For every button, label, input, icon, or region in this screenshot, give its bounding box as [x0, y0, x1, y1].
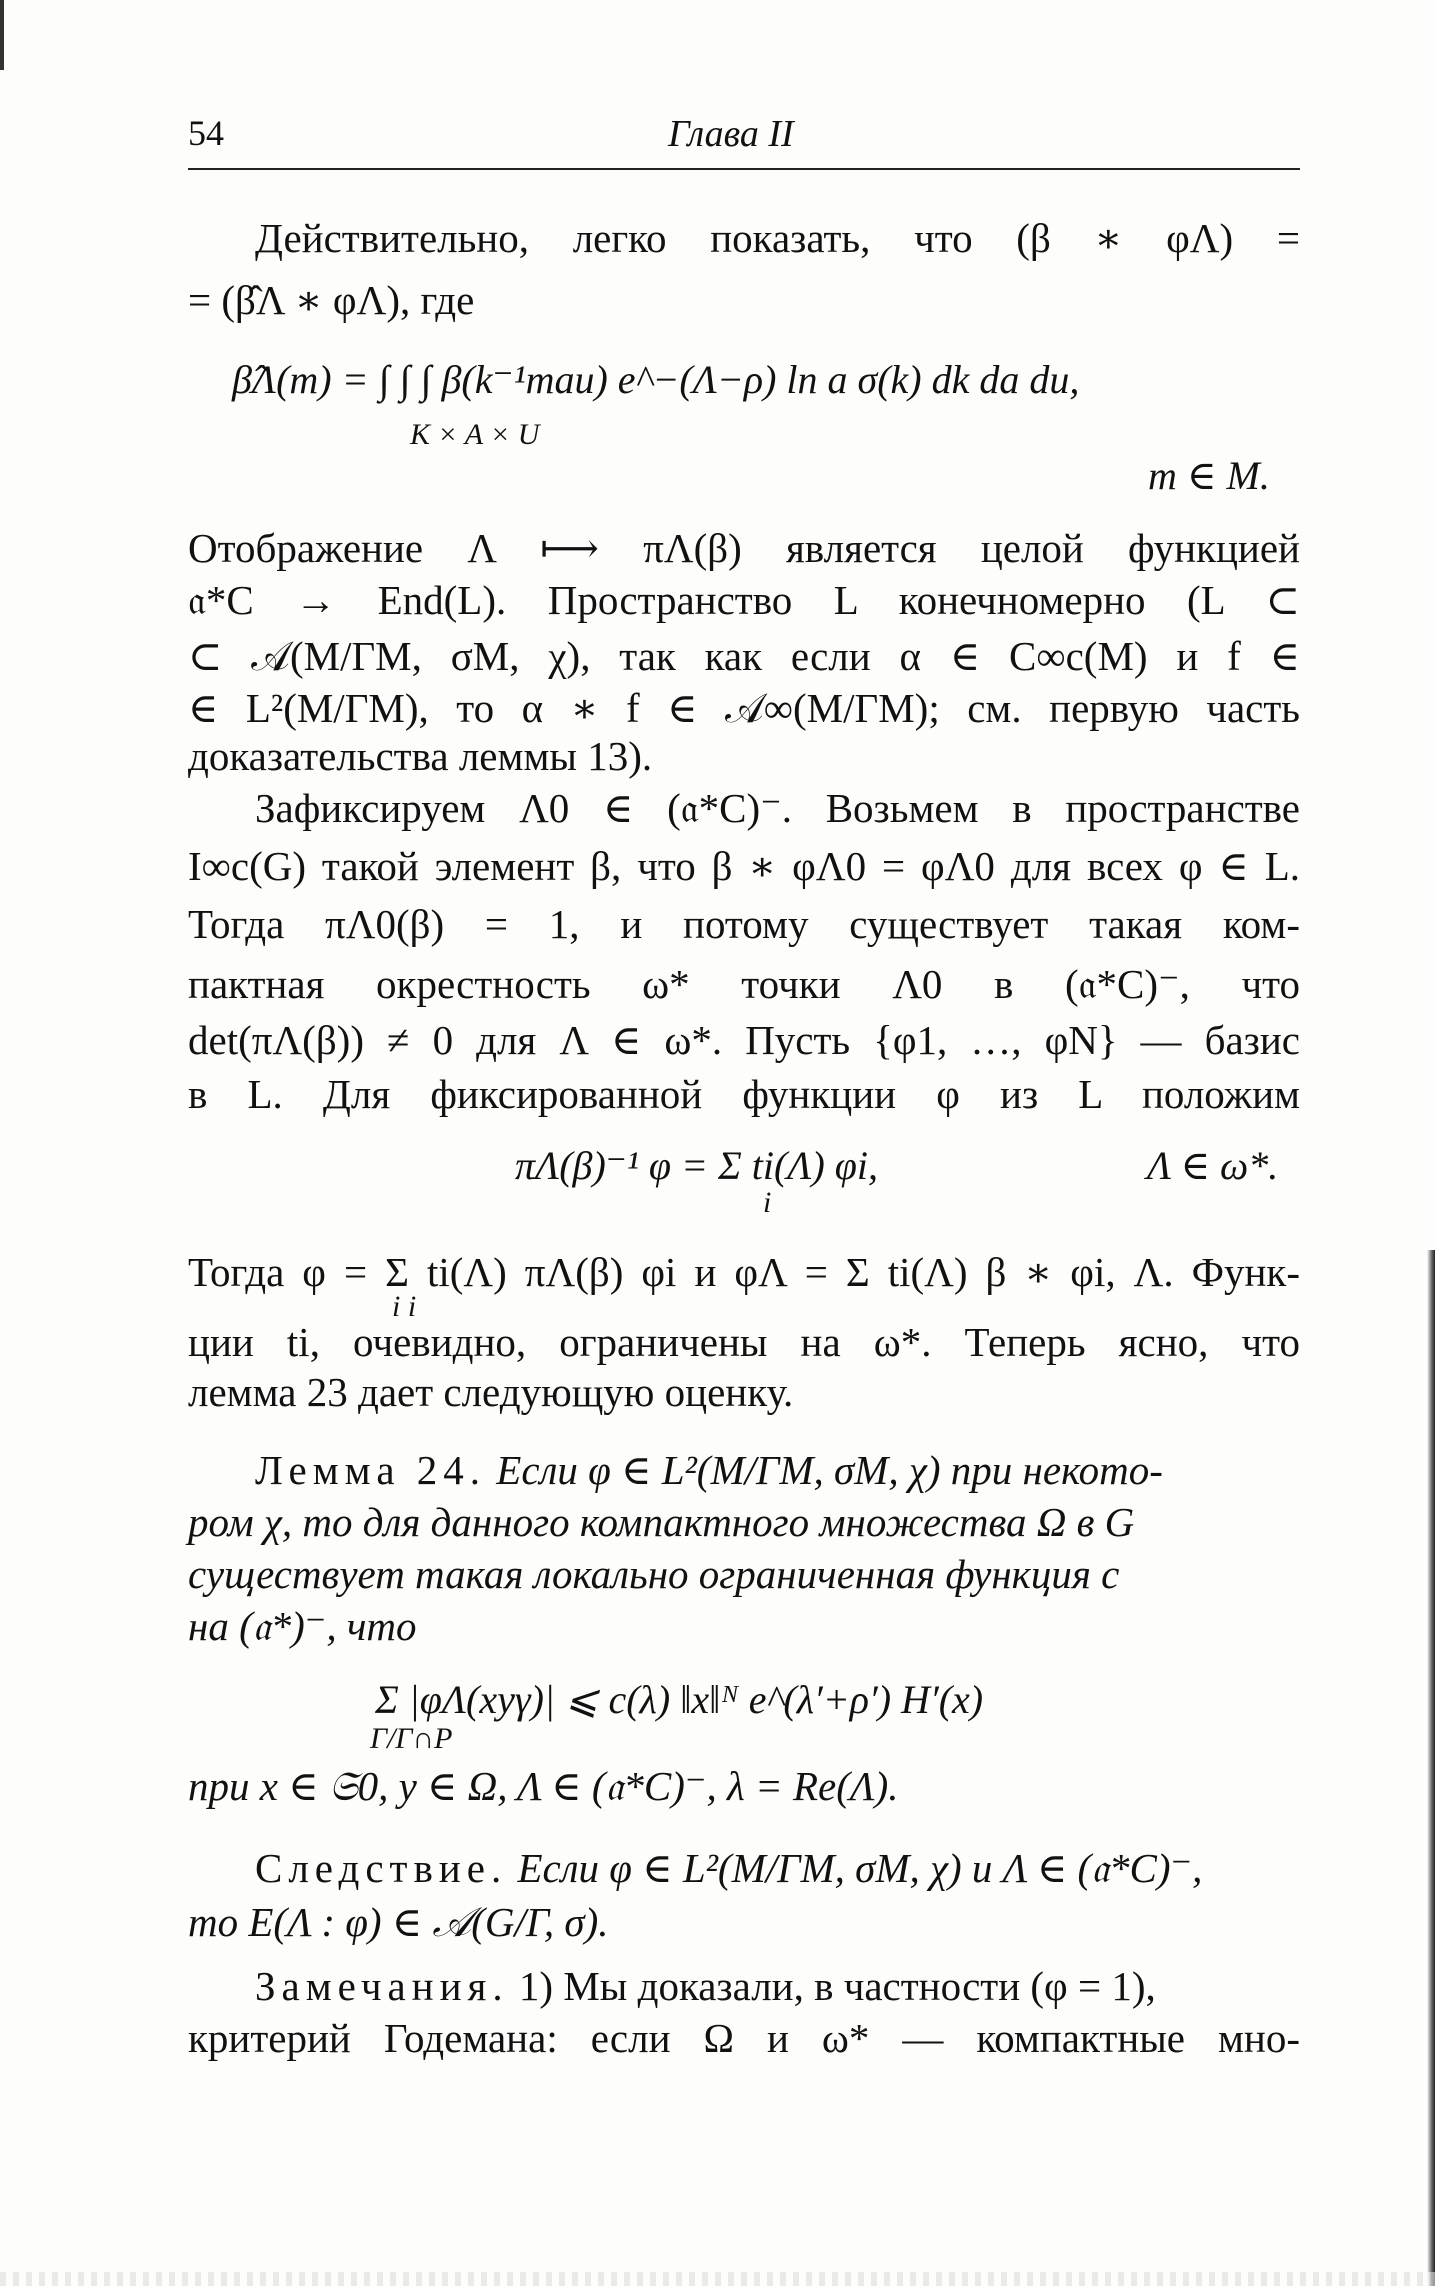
remarks-heading: Замечания. [255, 1963, 509, 2009]
text-line: ∈ L²(M/ΓM), то α ∗ f ∈ 𝒜∞(M/ΓM); см. первую часть [188, 685, 1300, 731]
formula-subscript: i [763, 1186, 772, 1219]
text-line: det(πΛ(β)) ≠ 0 для Λ ∈ ω*. Пусть {φ1, …, φN} — базис [188, 1017, 1300, 1063]
text-line: в L. Для фиксированной функции φ из L положим [188, 1071, 1300, 1117]
page-number: 54 [188, 113, 224, 153]
formula-tail: Λ ∈ ω*. [1147, 1143, 1279, 1188]
text-line: 𝔞*C → End(L). Пространство L конечномерно (L ⊂ [188, 577, 1300, 623]
formula-estimate: Σ |φΛ(xyγ)| ⩽ c(λ) ‖x‖ᴺ e^(λ′+ρ′) H′(x) [375, 1677, 984, 1722]
formula-subscript: Γ/Γ∩P [370, 1722, 453, 1755]
formula-beta-hat: β̂Λ(m) = ∫ ∫ ∫ β(k⁻¹mau) e^−(Λ−ρ) ln a σ(k) dk da du, [232, 357, 1080, 402]
text-line: ⊂ 𝒜(M/ΓM, σM, χ), так как если α ∈ C∞c(M) и f ∈ [188, 633, 1300, 679]
formula-subscript: i i [392, 1290, 417, 1323]
corollary-text: Если φ ∈ L²(M/ΓM, σM, χ) и Λ ∈ (𝔞*C)⁻, [517, 1845, 1203, 1891]
lemma-heading: Лемма 24. [255, 1447, 487, 1493]
text-line: Отображение Λ ⟼ πΛ(β) является целой функцией [188, 525, 1300, 571]
formula-pi-inverse: πΛ(β)⁻¹ φ = Σ ti(Λ) φi, [515, 1143, 879, 1188]
remarks [255, 1960, 1300, 2012]
formula-subscript: K × A × U [410, 418, 540, 451]
scan-edge-left [0, 0, 4, 70]
text-line: I∞c(G) такой элемент β, что β ∗ φΛ0 = φΛ0 для всех φ ∈ L. [188, 843, 1300, 889]
corollary-text: то E(Λ : φ) ∈ 𝒜(G/Γ, σ). [188, 1899, 609, 1945]
formula-tail: m ∈ M. [1148, 453, 1270, 498]
text-line: лемма 23 дает следующую оценку. [188, 1369, 794, 1415]
corollary-heading: Следствие. [255, 1845, 508, 1891]
text-line: ции ti, очевидно, ограничены на ω*. Теперь ясно, что [188, 1319, 1300, 1365]
text-line: = (β̂Λ ∗ φΛ), где [188, 277, 475, 323]
chapter-title: Глава II [668, 113, 794, 155]
corollary [255, 1842, 1300, 1894]
text-line: критерий Годемана: если Ω и ω* — компактные мно- [188, 2015, 1300, 2061]
text-line: доказательства леммы 13). [188, 733, 653, 779]
lemma-text: ром χ, то для данного компактного множества Ω в G [188, 1499, 1135, 1545]
remarks-text: 1) Мы доказали, в частности (φ = 1), [518, 1963, 1156, 2009]
header-rule [188, 168, 1300, 170]
text-line: пактная окрестность ω* точки Λ0 в (𝔞*C)⁻, что [188, 961, 1300, 1007]
lemma-24 [255, 1444, 1300, 1496]
text-line: Тогда φ = Σ ti(Λ) πΛ(β) φi и φΛ = Σ ti(Λ) β ∗ φi, Λ. Функ- [188, 1249, 1300, 1295]
text-line: Тогда πΛ0(β) = 1, и потому существует такая ком- [188, 901, 1300, 947]
text-line: при x ∈ 𝔖0, y ∈ Ω, Λ ∈ (𝔞*C)⁻, λ = Re(Λ). [188, 1763, 899, 1809]
scan-edge-right [1427, 1250, 1435, 2286]
lemma-text: на (𝔞*)⁻, что [188, 1603, 417, 1649]
scan-edge-bottom [0, 2272, 1435, 2286]
text-line: Действительно, легко показать, что (β ∗ φΛ) = [255, 215, 1300, 261]
lemma-text: существует такая локально ограниченная функция c [188, 1551, 1120, 1597]
lemma-text: Если φ ∈ L²(M/ΓM, σM, χ) при некото- [496, 1447, 1163, 1493]
text-line: Зафиксируем Λ0 ∈ (𝔞*C)⁻. Возьмем в пространстве [255, 785, 1300, 831]
